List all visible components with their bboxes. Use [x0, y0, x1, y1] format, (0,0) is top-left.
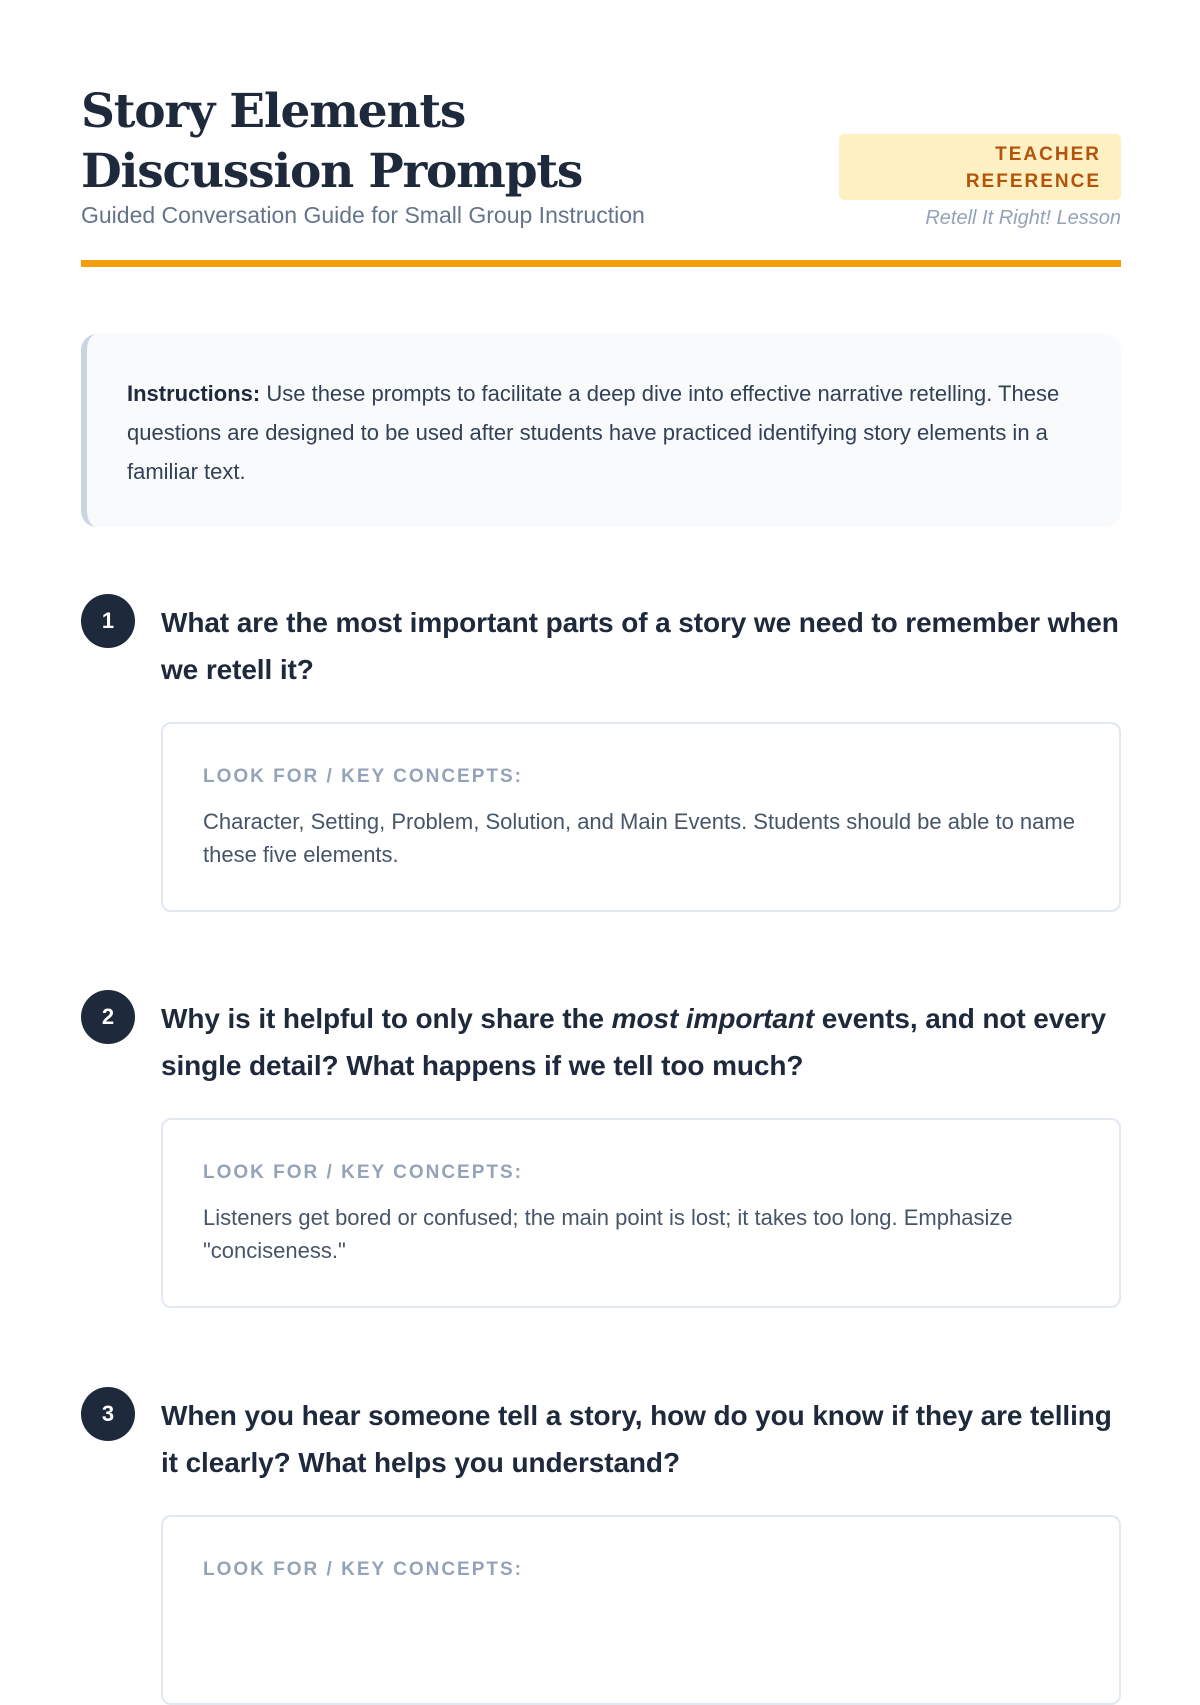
key-concepts-box — [161, 722, 1121, 912]
lesson-name: Retell It Right! Lesson — [925, 207, 1121, 229]
question-emphasis: most important — [611, 1003, 815, 1034]
teacher-reference-badge — [839, 134, 1121, 200]
badge-line-2: REFERENCE — [965, 171, 1101, 192]
prompt-question — [161, 995, 1126, 1089]
instructions-box — [81, 334, 1121, 527]
header-divider — [81, 260, 1121, 267]
prompt-question: When you hear someone tell a story, how do you know if they are telling it clearly? What helps you understand? — [161, 1400, 1112, 1478]
key-concepts-label: LOOK FOR / KEY CONCEPTS: — [203, 766, 524, 787]
key-concepts-box — [161, 1515, 1121, 1705]
instructions-label: Instructions: — [127, 381, 261, 406]
key-concepts-label: LOOK FOR / KEY CONCEPTS: — [203, 1559, 524, 1580]
question-text-part: events, and not every single detail? What happens if we tell too much? — [161, 1003, 1106, 1081]
instructions-text: Use these prompts to facilitate a deep dive into effective narrative retelling. These questions are designed to be used after students have practiced identifying story elements in a familiar text. — [127, 381, 1060, 484]
question-text-part: Why is it helpful to only share the — [161, 1003, 612, 1034]
prompt-number-badge: 3 — [81, 1387, 135, 1441]
key-concepts-box — [161, 1118, 1121, 1308]
key-concepts-text: Listeners get bored or confused; the main point is lost; it takes too long. Emphasize "conciseness." — [203, 1205, 1013, 1263]
document-header — [81, 0, 1121, 268]
page-subtitle: Guided Conversation Guide for Small Group Instruction — [81, 202, 645, 228]
page-title: Story Elements Discussion Prompts — [81, 84, 583, 199]
prompt-question: What are the most important parts of a story we need to remember when we retell it? — [161, 607, 1119, 685]
badge-line-1: TEACHER — [995, 144, 1101, 165]
prompt-number-badge: 1 — [81, 594, 135, 648]
prompt-number-badge: 2 — [81, 990, 135, 1044]
key-concepts-text: Character, Setting, Problem, Solution, and Main Events. Students should be able to name these five elements. — [203, 809, 1075, 867]
key-concepts-label: LOOK FOR / KEY CONCEPTS: — [203, 1162, 524, 1183]
document-page — [81, 0, 1121, 1580]
